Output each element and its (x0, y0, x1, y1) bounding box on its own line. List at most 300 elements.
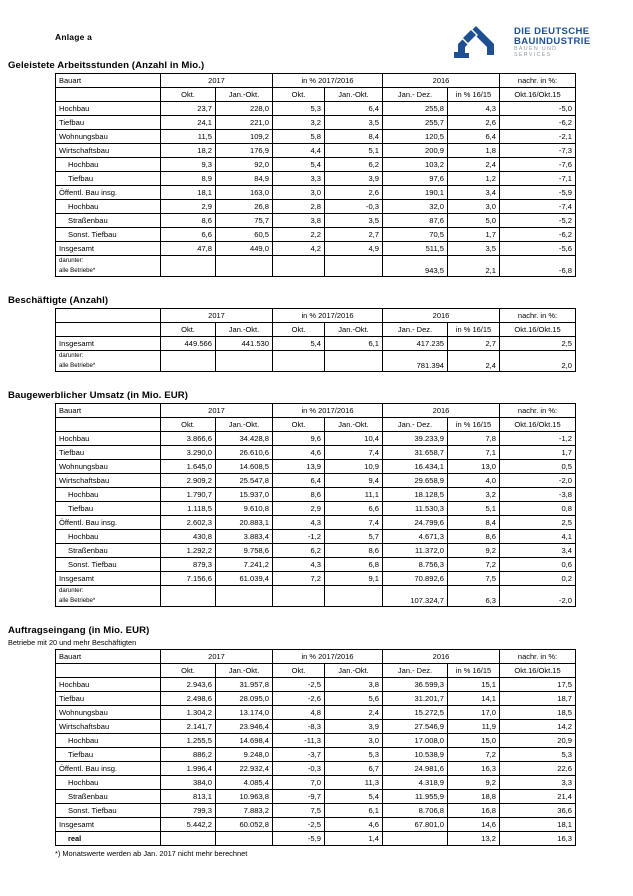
table-row (56, 706, 576, 720)
table-row (56, 678, 576, 692)
row-value: 15.272,5 (383, 706, 448, 720)
row-value: -9,7 (273, 790, 325, 804)
row-value: 1.645,0 (161, 460, 216, 474)
row-value: 8,4 (448, 516, 500, 530)
row-value: 8,6 (325, 544, 383, 558)
row-value: 5,0 (448, 214, 500, 228)
column-header-bauart (56, 309, 161, 323)
darunter-value (273, 586, 325, 607)
row-value: 7,2 (448, 558, 500, 572)
total-value: 6,1 (325, 337, 383, 351)
darunter-value: 2,4 (448, 351, 500, 372)
row-value: 22.932,4 (216, 762, 273, 776)
row-value: -6,2 (500, 116, 576, 130)
row-value: 16.434,1 (383, 460, 448, 474)
table-row (56, 130, 576, 144)
table-row (56, 748, 576, 762)
anlage-label: Anlage a (55, 32, 93, 42)
row-value: -6,2 (500, 228, 576, 242)
table-real-row (56, 832, 576, 846)
total-value: 0,2 (500, 572, 576, 586)
section-spacer (0, 277, 633, 295)
row-value: 7.883,2 (216, 804, 273, 818)
row-value: 4,0 (448, 474, 500, 488)
darunter-value (325, 256, 383, 277)
total-value: 449,0 (216, 242, 273, 256)
section-subtitle-auftragseingang: Betriebe mit 20 und mehr Beschäftigten (8, 638, 137, 647)
row-value: 255,7 (383, 116, 448, 130)
table-row (56, 502, 576, 516)
table-row (56, 720, 576, 734)
row-value: 8,9 (161, 172, 216, 186)
row-value: 1,2 (448, 172, 500, 186)
row-value: 17,0 (448, 706, 500, 720)
row-value: 7.241,2 (216, 558, 273, 572)
row-value: 120,5 (383, 130, 448, 144)
row-value: -8,3 (273, 720, 325, 734)
alle-betriebe-label: alle Betriebe* (59, 361, 96, 369)
table-row (56, 116, 576, 130)
column-header-jan-okt-2017: Jan.-Okt. (216, 323, 273, 337)
row-value: 26,8 (216, 200, 273, 214)
total-value: 511,5 (383, 242, 448, 256)
row-value: 31.957,8 (216, 678, 273, 692)
section-title-arbeitsstunden: Geleistete Arbeitsstunden (Anzahl in Mio.) (8, 60, 205, 71)
row-value: 16,8 (448, 804, 500, 818)
row-value: 3,3 (273, 172, 325, 186)
column-group-2017: 2017 (161, 74, 273, 88)
table-row (56, 544, 576, 558)
column-header-okt-pct: Okt. (273, 323, 325, 337)
row-label: Tiefbau (56, 502, 161, 516)
darunter-value (273, 256, 325, 277)
row-value: 7,0 (273, 776, 325, 790)
row-label: Hochbau (56, 158, 161, 172)
total-value: 4,2 (273, 242, 325, 256)
real-label: real (56, 832, 161, 846)
row-value: -1,2 (273, 530, 325, 544)
column-header-jan-okt-2017: Jan.-Okt. (216, 88, 273, 102)
column-header-okt-2017: Okt. (161, 323, 216, 337)
row-value: 16,3 (448, 762, 500, 776)
row-value: 0,6 (500, 558, 576, 572)
row-value: 97,6 (383, 172, 448, 186)
column-header-okt16-okt15: Okt.16/Okt.15 (500, 323, 576, 337)
row-value: 14,1 (448, 692, 500, 706)
row-value: 11,5 (161, 130, 216, 144)
column-header-okt16-okt15: Okt.16/Okt.15 (500, 664, 576, 678)
table-row (56, 530, 576, 544)
row-value: -5,9 (500, 186, 576, 200)
row-value: 3,5 (325, 214, 383, 228)
total-value: 9,1 (325, 572, 383, 586)
darunter-value: -6,8 (500, 256, 576, 277)
row-value: 3,3 (500, 776, 576, 790)
column-header-jan-dez-2016: Jan.- Dez. (383, 418, 448, 432)
table-header-row-1 (56, 309, 576, 323)
row-value: 6,8 (325, 558, 383, 572)
column-group-2017: 2017 (161, 309, 273, 323)
darunter-value: 2,1 (448, 256, 500, 277)
section-spacer (0, 607, 633, 625)
table-row (56, 558, 576, 572)
table-header-row-2 (56, 664, 576, 678)
real-value (161, 832, 216, 846)
table-total-row (56, 242, 576, 256)
row-label: Hochbau (56, 734, 161, 748)
column-header-jan-dez-2016: Jan.- Dez. (383, 664, 448, 678)
row-label: Hochbau (56, 678, 161, 692)
darunter-value: 2,0 (500, 351, 576, 372)
row-label: Wirtschaftsbau (56, 144, 161, 158)
row-value: -5,2 (500, 214, 576, 228)
row-value: 9.610,8 (216, 502, 273, 516)
row-value: 190,1 (383, 186, 448, 200)
row-value: 2,6 (325, 186, 383, 200)
row-value: 5,4 (273, 158, 325, 172)
darunter-value (273, 351, 325, 372)
logo-wordmark (514, 27, 592, 58)
row-label: Tiefbau (56, 116, 161, 130)
row-value: 11.955,9 (383, 790, 448, 804)
row-value: 14,2 (500, 720, 576, 734)
row-value: 5,3 (273, 102, 325, 116)
row-value: 21,4 (500, 790, 576, 804)
row-value: -5,0 (500, 102, 576, 116)
table-row (56, 762, 576, 776)
section-arbeitsstunden (0, 52, 633, 277)
row-value: 7,2 (448, 748, 500, 762)
column-header-jan-okt-2017: Jan.-Okt. (216, 418, 273, 432)
column-header-blank (56, 418, 161, 432)
table-row (56, 692, 576, 706)
table-row (56, 186, 576, 200)
row-value: -0,3 (273, 762, 325, 776)
row-value: 60,5 (216, 228, 273, 242)
document-header (0, 0, 633, 58)
row-value: 11.530,3 (383, 502, 448, 516)
row-value: 7,1 (448, 446, 500, 460)
table-row (56, 214, 576, 228)
row-value: 15,1 (448, 678, 500, 692)
row-value: 17,5 (500, 678, 576, 692)
row-value: 10,9 (325, 460, 383, 474)
row-value: 4,1 (500, 530, 576, 544)
row-value: 10.963,8 (216, 790, 273, 804)
total-value: -2,5 (273, 818, 325, 832)
row-value: 6,2 (273, 544, 325, 558)
column-header-pct-16-15: in % 16/15 (448, 664, 500, 678)
row-value: 10.538,9 (383, 748, 448, 762)
row-value: 2.141,7 (161, 720, 216, 734)
column-header-okt-pct: Okt. (273, 88, 325, 102)
row-label: Hochbau (56, 776, 161, 790)
row-value: 221,0 (216, 116, 273, 130)
row-value: 29.658,9 (383, 474, 448, 488)
table-row (56, 200, 576, 214)
row-label: Öffentl. Bau insg. (56, 186, 161, 200)
row-value: 8,4 (325, 130, 383, 144)
column-header-jan-okt-pct: Jan.-Okt. (325, 323, 383, 337)
total-value: 3,5 (448, 242, 500, 256)
row-value: 1,7 (448, 228, 500, 242)
total-label: Insgesamt (56, 242, 161, 256)
column-header-pct-16-15: in % 16/15 (448, 418, 500, 432)
row-value: 3,4 (448, 186, 500, 200)
column-group-2016: 2016 (383, 74, 500, 88)
total-label: Insgesamt (56, 818, 161, 832)
row-value: 5,1 (448, 502, 500, 516)
darunter-value: -2,0 (500, 586, 576, 607)
row-value: 18.128,5 (383, 488, 448, 502)
row-label: Wohnungsbau (56, 706, 161, 720)
table-header-row-1 (56, 74, 576, 88)
row-value: 1,8 (448, 144, 500, 158)
row-value: 18,2 (161, 144, 216, 158)
column-group-2016: 2016 (383, 309, 500, 323)
row-value: 2,7 (325, 228, 383, 242)
row-value: 8,6 (448, 530, 500, 544)
total-value: 2,7 (448, 337, 500, 351)
row-value: 4,3 (273, 516, 325, 530)
row-value: 20.883,1 (216, 516, 273, 530)
column-header-okt-pct: Okt. (273, 418, 325, 432)
table-darunter-row (56, 586, 576, 607)
row-value: 13,9 (273, 460, 325, 474)
table-wrapper (0, 649, 633, 846)
row-value: 4,6 (273, 446, 325, 460)
row-value: 13.174,0 (216, 706, 273, 720)
row-value: 886,2 (161, 748, 216, 762)
row-label: Straßenbau (56, 544, 161, 558)
row-value: 2,5 (500, 516, 576, 530)
darunter-value (161, 351, 216, 372)
table-arbeitsstunden (55, 73, 576, 277)
section-title-auftragseingang: Auftragseingang (in Mio. EUR) (8, 625, 150, 636)
row-value: 9,2 (448, 544, 500, 558)
darunter-value: 781.394 (383, 351, 448, 372)
row-value: 4.318,9 (383, 776, 448, 790)
table-row (56, 734, 576, 748)
sections-container (0, 52, 633, 846)
total-value: 18,1 (500, 818, 576, 832)
row-value: 24.799,6 (383, 516, 448, 530)
bauindustrie-logo (452, 22, 592, 58)
row-value: 20,9 (500, 734, 576, 748)
column-header-jan-okt-pct: Jan.-Okt. (325, 664, 383, 678)
row-value: 7,8 (448, 432, 500, 446)
row-value: 2,9 (273, 502, 325, 516)
column-header-okt-2017: Okt. (161, 664, 216, 678)
row-value: 15.937,0 (216, 488, 273, 502)
column-header-bauart: Bauart (56, 650, 161, 664)
total-value: -5,6 (500, 242, 576, 256)
column-header-jan-dez-2016: Jan.- Dez. (383, 323, 448, 337)
darunter-value (216, 351, 273, 372)
column-header-okt16-okt15: Okt.16/Okt.15 (500, 88, 576, 102)
table-header-row-1 (56, 650, 576, 664)
row-value: 9.248,0 (216, 748, 273, 762)
table-total-row (56, 337, 576, 351)
total-value: 7.156,6 (161, 572, 216, 586)
table-row (56, 804, 576, 818)
section-title-umsatz: Baugewerblicher Umsatz (in Mio. EUR) (8, 390, 189, 401)
column-group-nachr: nachr. in %: (500, 404, 576, 418)
row-value: 2,4 (448, 158, 500, 172)
darunter-label: darunter: (59, 587, 84, 594)
table-wrapper (0, 403, 633, 607)
row-value: 3.866,6 (161, 432, 216, 446)
row-value: 5,6 (325, 692, 383, 706)
row-value: 4,3 (448, 102, 500, 116)
row-value: 1.292,2 (161, 544, 216, 558)
row-value: -7,4 (500, 200, 576, 214)
total-value: 2,5 (500, 337, 576, 351)
darunter-value (161, 586, 216, 607)
row-label: Wirtschaftsbau (56, 474, 161, 488)
row-value: 4,8 (273, 706, 325, 720)
row-label: Sonst. Tiefbau (56, 558, 161, 572)
darunter-label: darunter: (59, 352, 84, 359)
row-value: 200,9 (383, 144, 448, 158)
table-beschaeftigte (55, 308, 576, 372)
row-value: 11,1 (325, 488, 383, 502)
row-value: 5,3 (500, 748, 576, 762)
row-value: 18,5 (500, 706, 576, 720)
row-label: Wohnungsbau (56, 460, 161, 474)
darunter-value (216, 586, 273, 607)
row-value: 25.547,8 (216, 474, 273, 488)
row-value: 10,4 (325, 432, 383, 446)
row-value: 24.981,6 (383, 762, 448, 776)
column-header-bauart: Bauart (56, 404, 161, 418)
row-value: 18,8 (448, 790, 500, 804)
row-value: 24,1 (161, 116, 216, 130)
table-row (56, 102, 576, 116)
row-value: 1,7 (500, 446, 576, 460)
row-value: 228,0 (216, 102, 273, 116)
row-value: 384,0 (161, 776, 216, 790)
logo-house-arrow-icon (452, 22, 508, 58)
row-value: 17.008,0 (383, 734, 448, 748)
row-label: Wirtschaftsbau (56, 720, 161, 734)
row-value: 11.372,0 (383, 544, 448, 558)
row-value: 14.698,4 (216, 734, 273, 748)
row-value: 34.428,8 (216, 432, 273, 446)
row-value: 3,0 (448, 200, 500, 214)
table-row (56, 158, 576, 172)
table-row (56, 474, 576, 488)
row-value: 84,9 (216, 172, 273, 186)
total-value: 4,6 (325, 818, 383, 832)
column-group-nachr: nachr. in %: (500, 309, 576, 323)
row-value: 8.706,8 (383, 804, 448, 818)
row-value: 8,6 (161, 214, 216, 228)
row-value: 9.758,6 (216, 544, 273, 558)
table-row (56, 144, 576, 158)
column-group-nachr: nachr. in %: (500, 74, 576, 88)
total-value: 67.801,0 (383, 818, 448, 832)
row-label: Tiefbau (56, 748, 161, 762)
real-value: -5,9 (273, 832, 325, 846)
row-value: 6,2 (325, 158, 383, 172)
row-value: 2,8 (273, 200, 325, 214)
row-value: 5,3 (325, 748, 383, 762)
row-value: 7,4 (325, 446, 383, 460)
row-label: Straßenbau (56, 790, 161, 804)
table-row (56, 460, 576, 474)
row-value: 1.255,5 (161, 734, 216, 748)
row-value: 176,9 (216, 144, 273, 158)
real-value (216, 832, 273, 846)
logo-line-1: DIE DEUTSCHE (514, 26, 590, 37)
column-header-blank (56, 88, 161, 102)
total-value: 7,2 (273, 572, 325, 586)
row-value: 18,7 (500, 692, 576, 706)
column-group-2017: 2017 (161, 404, 273, 418)
row-value: 9,3 (161, 158, 216, 172)
row-value: 3.290,0 (161, 446, 216, 460)
row-value: 799,3 (161, 804, 216, 818)
row-label: Hochbau (56, 488, 161, 502)
table-row (56, 790, 576, 804)
total-value: 449.566 (161, 337, 216, 351)
row-label: Straßenbau (56, 214, 161, 228)
row-label: Sonst. Tiefbau (56, 228, 161, 242)
total-value: 14,6 (448, 818, 500, 832)
section-title-beschaeftigte: Beschäftigte (Anzahl) (8, 295, 109, 306)
table-row (56, 446, 576, 460)
row-label: Hochbau (56, 530, 161, 544)
row-value: 255,8 (383, 102, 448, 116)
row-value: 103,2 (383, 158, 448, 172)
darunter-value (325, 351, 383, 372)
row-value: 2.602,3 (161, 516, 216, 530)
row-value: 0,5 (500, 460, 576, 474)
row-value: 36.599,3 (383, 678, 448, 692)
row-value: 4.671,3 (383, 530, 448, 544)
row-value: 15,0 (448, 734, 500, 748)
row-value: 3,2 (448, 488, 500, 502)
row-value: 22,6 (500, 762, 576, 776)
column-group-pct-2017-2016: in % 2017/2016 (273, 309, 383, 323)
column-header-blank (56, 664, 161, 678)
table-row (56, 228, 576, 242)
row-label: Öffentl. Bau insg. (56, 516, 161, 530)
footnote: *) Monatswerte werden ab Jan. 2017 nicht mehr berechnet (55, 849, 248, 858)
row-value: 87,6 (383, 214, 448, 228)
column-header-okt-2017: Okt. (161, 88, 216, 102)
row-label: Tiefbau (56, 172, 161, 186)
column-header-bauart: Bauart (56, 74, 161, 88)
row-value: -2,1 (500, 130, 576, 144)
row-value: 5,8 (273, 130, 325, 144)
row-label: Tiefbau (56, 692, 161, 706)
row-value: 3,0 (273, 186, 325, 200)
table-row (56, 488, 576, 502)
row-value: -7,3 (500, 144, 576, 158)
row-value: 8.756,3 (383, 558, 448, 572)
table-wrapper (0, 308, 633, 372)
row-value: 7,4 (325, 516, 383, 530)
row-value: 9,4 (325, 474, 383, 488)
column-header-blank (56, 323, 161, 337)
row-value: 2.943,6 (161, 678, 216, 692)
table-umsatz (55, 403, 576, 607)
row-value: 3.883,4 (216, 530, 273, 544)
column-group-pct-2017-2016: in % 2017/2016 (273, 650, 383, 664)
row-value: 11,9 (448, 720, 500, 734)
